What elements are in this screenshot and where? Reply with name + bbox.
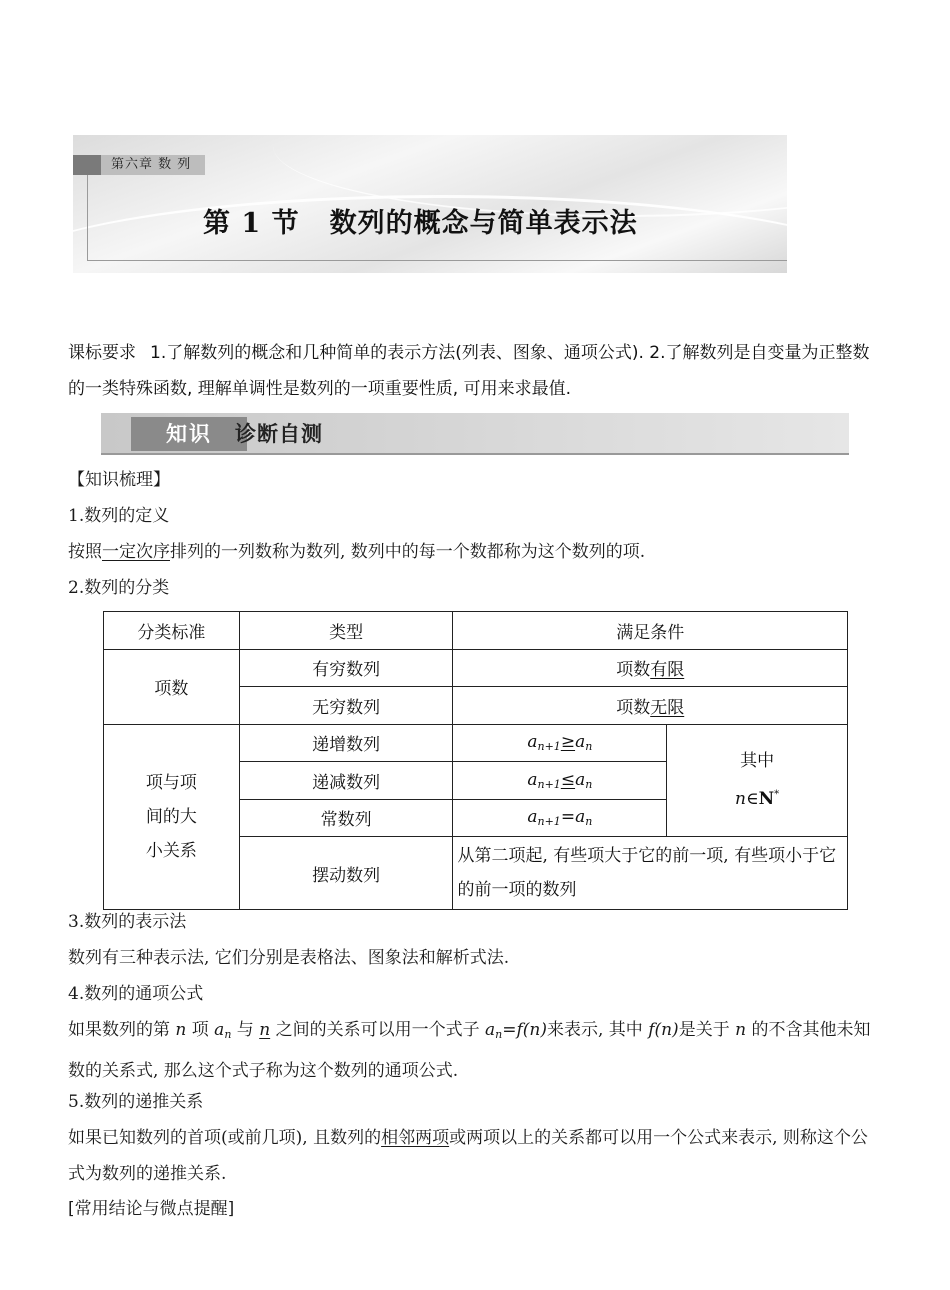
type-decreasing: 递减数列	[239, 762, 453, 800]
knowledge-section-bar	[101, 413, 849, 455]
cond-finite-blank: 有限	[650, 660, 685, 681]
s2-heading: 2.数列的分类	[68, 578, 170, 598]
s4-body: 如果数列的第 n 项 $a_n$ 与 n 之间的关系可以用一个式子 $a_n=f(n)$来表示, 其中 f(n)是关于 n 的不含其他未知数的关系式, 那么这个式子称为这个数列的通项公式.	[68, 1020, 871, 1081]
cond-increasing: $a_{n+1}\ge a_n$	[453, 724, 667, 762]
classification-table	[103, 611, 848, 910]
section-title	[203, 201, 638, 240]
chapter-label: 第六章 数 列	[101, 155, 205, 175]
knowledge-title: 诊断自测	[235, 422, 323, 446]
s1-heading: 1.数列的定义	[68, 506, 170, 526]
criterion-size: 项与项 间的大 小关系	[104, 724, 240, 910]
cond-oscillating: 从第二项起, 有些项大于它的前一项, 有些项小于它的前一项的数列	[453, 837, 848, 910]
s4-heading: 4.数列的通项公式	[68, 984, 204, 1004]
cond-finite: 项数有限	[453, 649, 848, 687]
s5-blank: 相邻两项	[381, 1128, 450, 1148]
cond-constant: $a_{n+1}=a_n$	[453, 799, 667, 837]
type-increasing: 递增数列	[239, 724, 453, 762]
table-header: 类型	[239, 612, 453, 650]
s5-body: 如果已知数列的首项(或前几项), 且数列的相邻两项或两项以上的关系都可以用一个公式来表示, 则称这个公式为数列的递推关系.	[68, 1128, 868, 1184]
curriculum-text: 1.了解数列的概念和几种简单的表示方法(列表、图象、通项公式). 2.了解数列是自变量为正整数的一类特殊函数, 理解单调性是数列的一项重要性质, 可用来求最值.	[68, 343, 870, 399]
s1-post: 排列的一列数称为数列, 数列中的每一个数都称为这个数列的项.	[170, 542, 646, 562]
table-header: 分类标准	[104, 612, 240, 650]
banner-rule	[87, 260, 787, 261]
curriculum-lead: 课标要求	[68, 343, 136, 363]
chapter-banner	[73, 135, 787, 273]
section-number: 第 1 节	[203, 208, 300, 239]
s5-heading: 5.数列的递推关系	[68, 1092, 204, 1112]
cond-infinite-blank: 无限	[650, 697, 685, 718]
knowledge-heading: 【知识梳理】	[68, 470, 170, 490]
curriculum-requirements	[68, 335, 883, 407]
table-row	[104, 724, 848, 762]
knowledge-tag: 知识	[131, 417, 247, 451]
type-oscillating: 摆动数列	[239, 837, 453, 910]
s1-pre: 按照	[68, 542, 102, 562]
cond-decreasing: $a_{n+1}\le a_n$	[453, 762, 667, 800]
type-finite: 有穷数列	[239, 649, 453, 687]
s1-body	[68, 540, 645, 564]
s3-heading: 3.数列的表示法	[68, 912, 187, 932]
cond-note: 其中 n∈N*	[667, 724, 848, 837]
table-header: 满足条件	[453, 612, 848, 650]
s4-blank: n	[259, 1020, 271, 1040]
cond-infinite: 项数无限	[453, 687, 848, 725]
criterion-count: 项数	[104, 649, 240, 724]
chapter-tab	[73, 155, 233, 175]
s3-body: 数列有三种表示法, 它们分别是表格法、图象法和解析式法.	[68, 948, 510, 968]
table-row	[104, 649, 848, 687]
table-header-row	[104, 612, 848, 650]
type-infinite: 无穷数列	[239, 687, 453, 725]
banner-rule	[87, 175, 88, 260]
type-constant: 常数列	[239, 799, 453, 837]
conclusions-heading: [常用结论与微点提醒]	[68, 1199, 235, 1219]
chapter-tab-marker	[73, 155, 101, 175]
section-name: 数列的概念与简单表示法	[329, 208, 638, 239]
s1-blank: 一定次序	[102, 542, 170, 562]
